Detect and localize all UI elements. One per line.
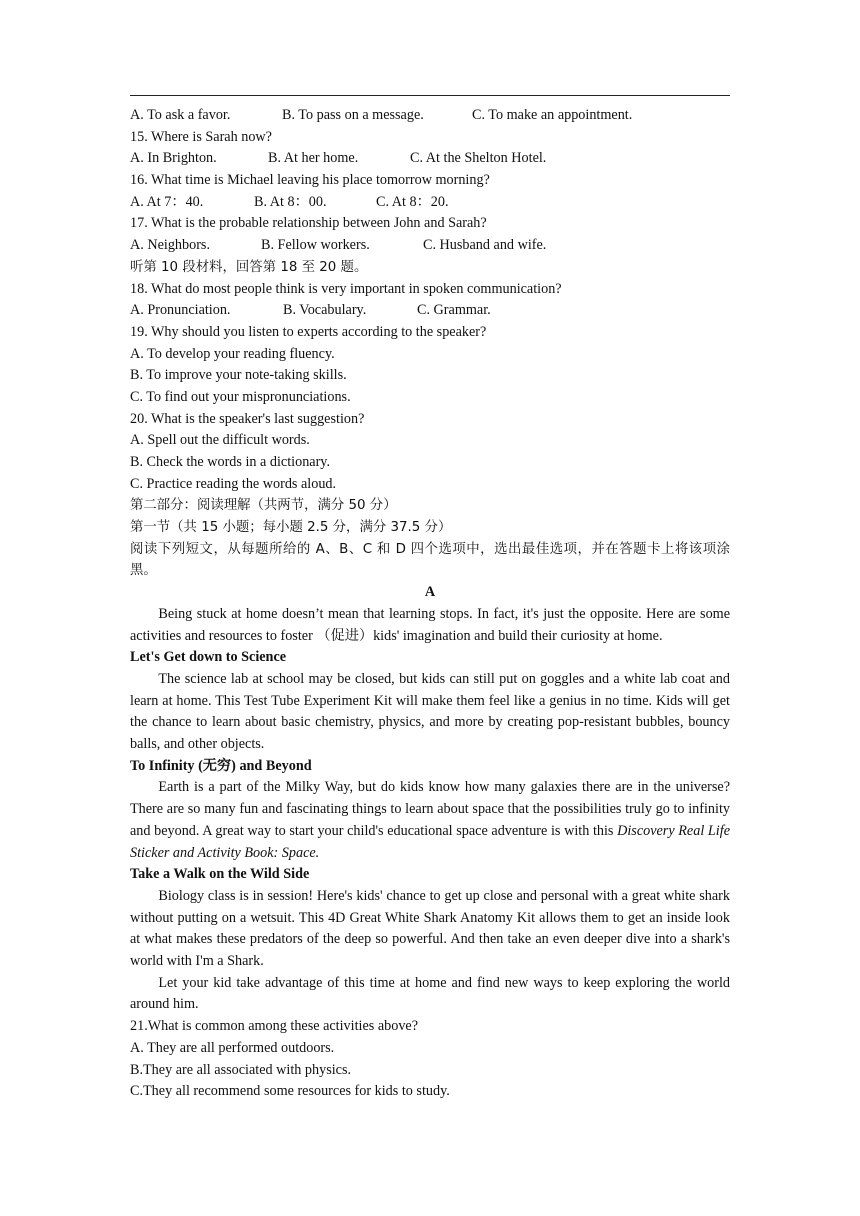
q17-option-a: A. Neighbors. [130,237,210,254]
q21-option-c: C.They all recommend some resources for kids to study. [130,1083,450,1100]
closing-paragraph: Let your kid take advantage of this time at home and find new ways to keep exploring the world around him. [130,974,730,1013]
q15-option-b: B. At her home. [268,150,359,167]
question-18: 18. What do most people think is very important in spoken communication? [130,280,562,297]
header-rule [130,95,730,96]
q17-option-b: B. Fellow workers. [261,237,370,254]
heading-wild-side: Take a Walk on the Wild Side [130,866,310,883]
infinity-paragraph [130,777,730,864]
intro-paragraph: Being stuck at home doesn’t mean that learning stops. In fact, it's just the opposite. Here are some activities and resources to foster （促进）kids' imagination and build their curiosity at home. [130,605,730,644]
infinity-paragraph-text: Earth is a part of the Milky Way, but do kids know how many galaxies there are in the universe? There are so many fun and fascinating things to learn about space that the possibilities truly go to infinity and beyond. A great way to start your child's educational space adventure is with this [130,779,730,839]
q20-option-b: B. Check the words in a dictionary. [130,454,331,470]
q18-option-c: C. Grammar. [417,302,491,319]
heading-infinity: To Infinity (无穷) and Beyond [130,757,312,774]
question-19: 19. Why should you listen to experts according to the speaker? [130,323,487,340]
science-paragraph: The science lab at school may be closed, but kids can still put on goggles and a white lab coat and learn at home. This Test Tube Experiment Kit will make them feel like a genius in no time. Kids will get the chance to learn about basic chemistry, physics, and more by creating pop-resistant bubbles, bouncy balls, and other objects. [130,670,730,753]
q21-option-b: B.They are all associated with physics. [130,1061,352,1078]
book-title: Discovery Real Life Sticker and Activity Book: Space. [130,822,730,861]
section-one-title: 第一节（共 15 小题；每小题 2.5 分，满分 37.5 分） [130,520,452,536]
q18-option-b: B. Vocabulary. [283,302,367,319]
heading-science: Let's Get down to Science [130,649,287,666]
exam-page [130,105,730,1103]
question-17: 17. What is the probable relationship between John and Sarah? [130,215,487,232]
q15-option-a: A. In Brighton. [130,150,217,167]
q15-options [130,148,730,170]
q19-option-c: C. To find out your mispronunciations. [130,388,351,405]
q17-option-c: C. Husband and wife. [423,237,547,254]
q14-option-c: C. To make an appointment. [472,107,633,123]
q20-option-a: A. Spell out the difficult words. [130,432,310,449]
q21-option-a: A. They are all performed outdoors. [130,1039,335,1056]
question-21: 21.What is common among these activities above? [130,1018,419,1035]
wild-side-paragraph: Biology class is in session! Here's kids' chance to get up close and personal with a great white shark without putting on a wetsuit. This 4D Great White Shark Anatomy Kit allows them to get an inside look at what makes these predators of the deep so powerful. And then take an even deeper dive into a shark's world with I'm a Shark. [130,887,730,970]
question-20: 20. What is the speaker's last suggestion? [130,410,365,427]
q18-options [130,300,730,322]
reading-instructions: 阅读下列短文，从每题所给的 A、B、C 和 D 四个选项中，选出最佳选项，并在答题卡上将该项涂黑。 [130,541,730,579]
q20-option-c: C. Practice reading the words aloud. [130,475,337,492]
q14-option-b: B. To pass on a message. [282,107,424,123]
q19-option-b: B. To improve your note-taking skills. [130,367,347,384]
q14-options [130,105,730,127]
q16-option-c: C. At 8：20. [376,193,449,210]
question-16: 16. What time is Michael leaving his place tomorrow morning? [130,172,490,189]
passage-label: A [424,584,436,601]
q15-option-c: C. At the Shelton Hotel. [410,150,547,167]
q16-option-a: A. At 7：40. [130,193,204,210]
q19-option-a: A. To develop your reading fluency. [130,345,335,362]
part-two-title: 第二部分：阅读理解（共两节，满分 50 分） [130,498,397,514]
q16-options [130,192,730,214]
q18-option-a: A. Pronunciation. [130,302,231,319]
q16-option-b: B. At 8：00. [254,193,327,210]
question-15: 15. Where is Sarah now? [130,128,272,145]
q17-options [130,235,730,257]
listening-material-10: 听第 10 段材料，回答第 18 至 20 题。 [130,259,368,275]
q14-option-a: A. To ask a favor. [130,107,231,123]
